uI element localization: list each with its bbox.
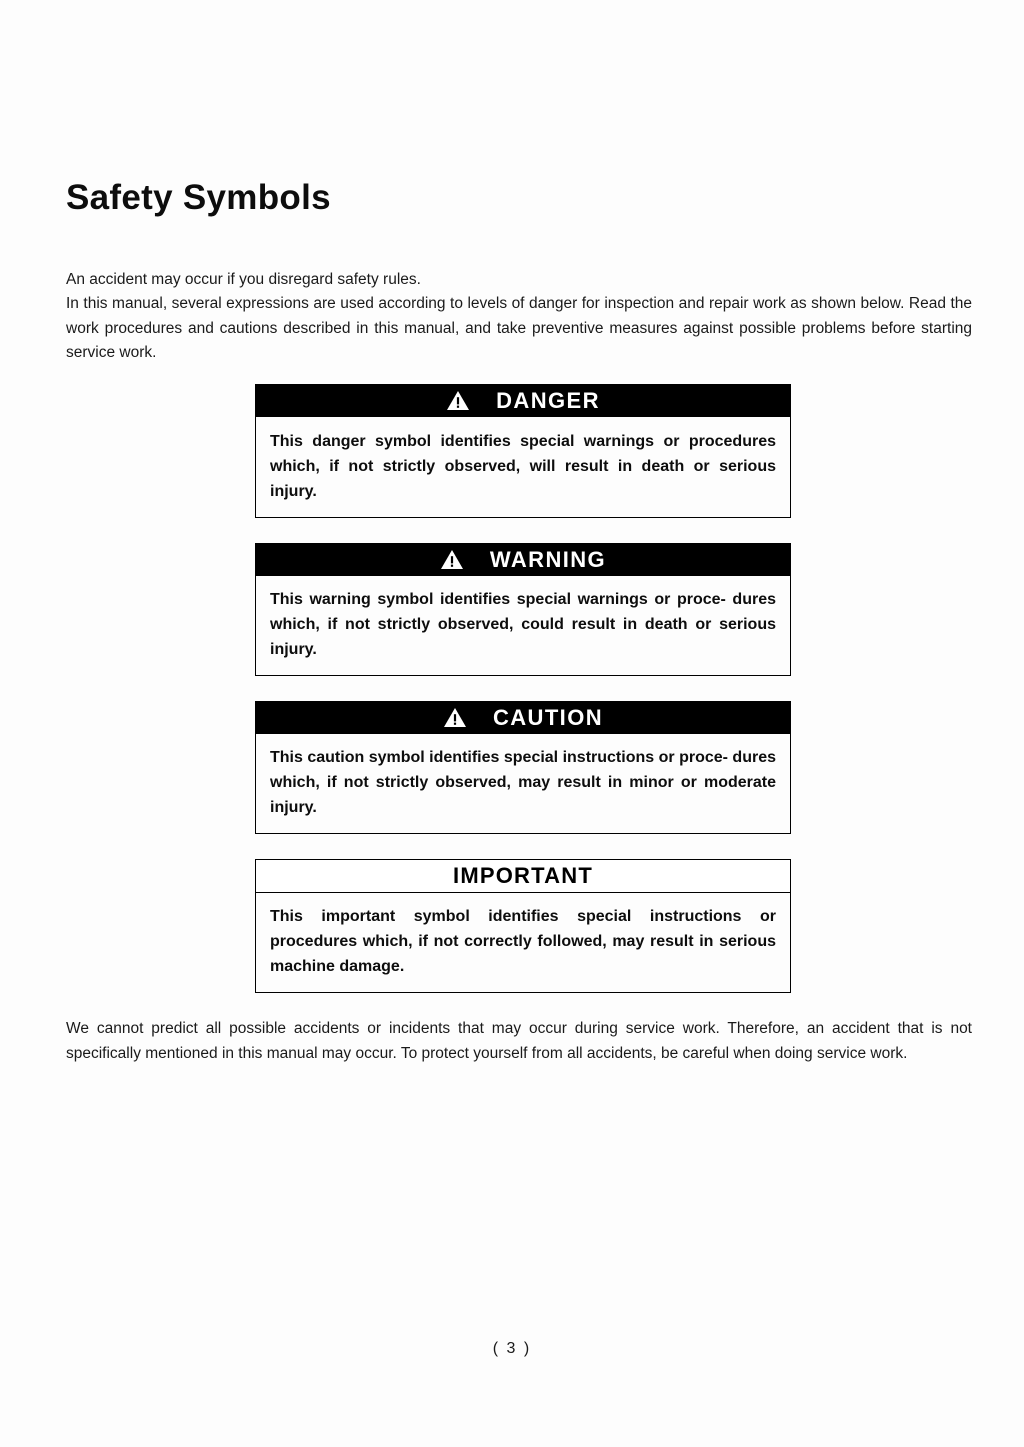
intro-first-line: An accident may occur if you disregard safety rules. xyxy=(66,270,421,288)
caution-header-label: CAUTION xyxy=(492,704,603,730)
important-body xyxy=(255,893,791,993)
warning-header xyxy=(255,543,791,576)
caution-header xyxy=(255,701,791,734)
warning-triangle-icon xyxy=(440,549,464,570)
warning-body-main: This warning symbol identifies special warnings or proce- dures which, if not strictly observed, could result in death or xyxy=(270,591,776,633)
safety-box-caution xyxy=(255,701,791,834)
intro-paragraph xyxy=(66,268,972,366)
page-title: Safety Symbols xyxy=(66,178,331,218)
intro-body: In this manual, several expressions are used according to levels of danger for inspection and repair work as shown below. Read the work procedures and cautions described in this manual, and take preventive measures against possible problems before starting service work. xyxy=(66,295,972,361)
safety-box-warning xyxy=(255,543,791,676)
warning-triangle-icon xyxy=(446,390,470,411)
safety-box-danger xyxy=(255,384,791,518)
closing-paragraph xyxy=(66,1016,972,1066)
important-header-label: IMPORTANT xyxy=(453,863,593,888)
important-header xyxy=(255,859,791,893)
warning-triangle-icon xyxy=(443,707,467,728)
danger-body-main: This danger symbol identifies special warnings or procedures which, if not strictly observed, will result in death or serious xyxy=(270,433,776,475)
danger-header xyxy=(255,384,791,417)
danger-body-tail: injury. xyxy=(270,483,317,500)
warning-header-label: WARNING xyxy=(489,546,607,572)
important-body-tail: serious machine damage. xyxy=(270,933,776,975)
important-body-main: This important symbol identifies special instructions or procedures which, if not correctly followed, may result in xyxy=(270,908,776,950)
warning-body-tail: serious injury. xyxy=(270,616,776,658)
caution-body xyxy=(255,734,791,834)
safety-box-important xyxy=(255,859,791,993)
closing-tail: service work. xyxy=(816,1044,908,1062)
page-number: ( 3 ) xyxy=(492,1340,532,1357)
safety-box-list xyxy=(255,384,791,1018)
caution-body-tail: moderate injury. xyxy=(270,774,776,816)
warning-body xyxy=(255,576,791,676)
danger-body xyxy=(255,417,791,518)
danger-header-label: DANGER xyxy=(496,387,600,413)
caution-body-main: This caution symbol identifies special instructions or proce- dures which, if not strictly observed, may result in minor or xyxy=(270,749,776,791)
closing-main: We cannot predict all possible accidents or incidents that may occur during service work. Therefore, an accident that is not specifically mentioned in this manual may occur. To protect yourself from all accidents, be careful when doing xyxy=(66,1019,972,1062)
